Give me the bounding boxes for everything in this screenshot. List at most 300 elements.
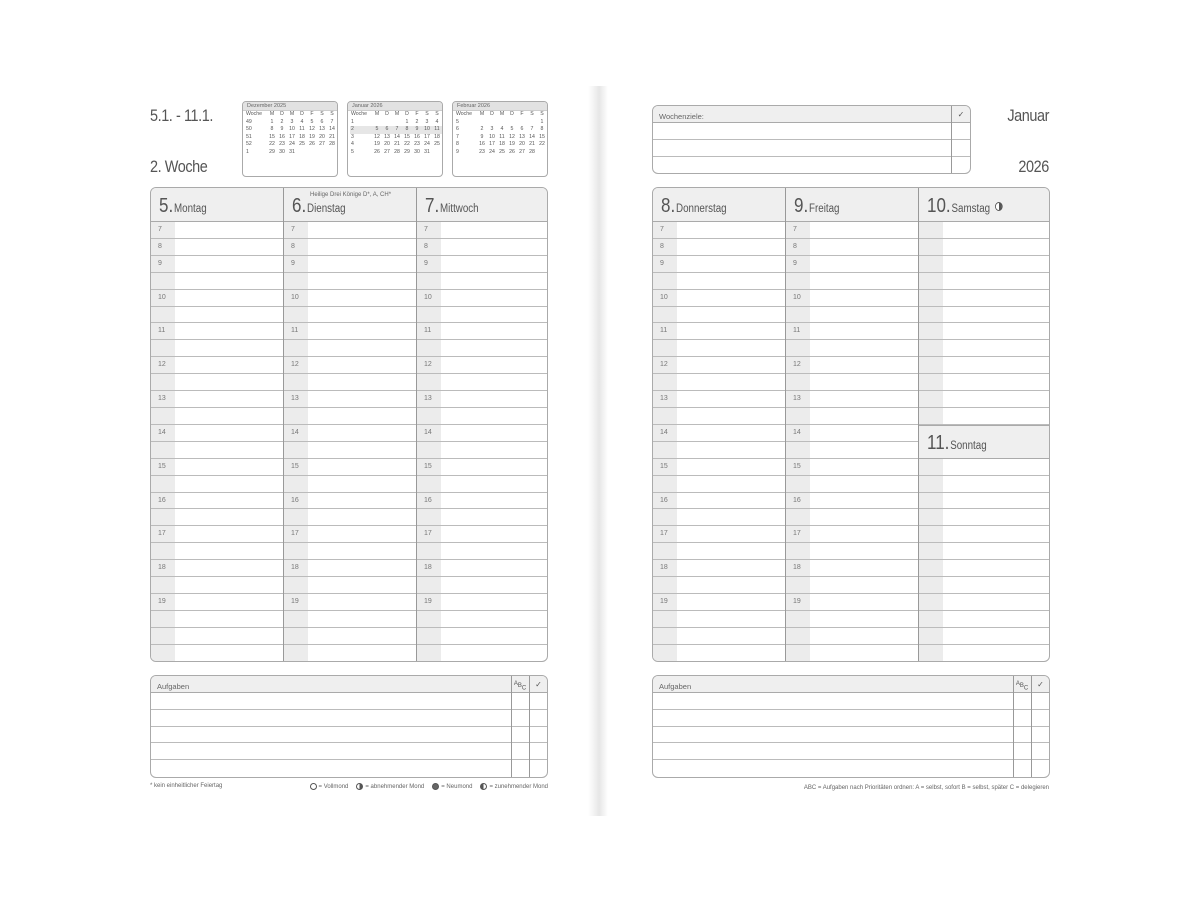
time-slot[interactable] [151, 357, 283, 374]
hour-label [151, 374, 175, 390]
time-slot[interactable] [417, 239, 548, 256]
day-title [425, 195, 479, 218]
day-cell: 29 [269, 148, 275, 155]
time-slot[interactable] [786, 357, 918, 374]
time-slot[interactable] [653, 273, 785, 290]
day-cell: 26 [374, 148, 380, 155]
time-slot[interactable] [284, 543, 416, 560]
time-slot[interactable] [786, 273, 918, 290]
entry-row[interactable] [653, 743, 1049, 760]
hour-label: 16 [786, 493, 810, 509]
day-header [151, 188, 283, 222]
week-number-cell: 9 [456, 148, 459, 155]
time-slot[interactable] [151, 239, 283, 256]
time-slot[interactable] [786, 611, 918, 628]
time-slot[interactable] [151, 493, 283, 510]
hour-label [653, 307, 677, 323]
time-slot[interactable] [786, 594, 918, 611]
time-slot[interactable] [151, 509, 283, 526]
day-cell: 11 [499, 133, 505, 140]
mini-calendar-header-cell: M [479, 111, 485, 117]
time-slot[interactable] [653, 391, 785, 408]
hour-label [653, 340, 677, 356]
time-slot[interactable] [417, 526, 548, 543]
hour-label [786, 509, 810, 525]
hour-label: 14 [284, 425, 308, 441]
time-slot[interactable] [919, 645, 1050, 662]
holiday-label: Heilige Drei Könige D*, A, CH* [310, 192, 392, 198]
new-moon-icon [432, 783, 439, 790]
day-cell: 18 [499, 141, 505, 148]
time-slot[interactable] [284, 459, 416, 476]
day-column [417, 188, 548, 661]
hour-label: 13 [417, 391, 441, 407]
day-cell: 28 [529, 148, 535, 155]
hour-label [151, 476, 175, 492]
time-slot[interactable] [786, 628, 918, 645]
time-slot[interactable] [919, 628, 1050, 645]
time-slot[interactable] [653, 645, 785, 662]
time-slot[interactable] [151, 273, 283, 290]
time-slot[interactable] [653, 256, 785, 273]
time-slot[interactable] [653, 374, 785, 391]
time-slot[interactable] [653, 476, 785, 493]
day-title [927, 432, 987, 455]
hour-label [919, 594, 943, 610]
time-slot[interactable] [786, 577, 918, 594]
time-slot[interactable] [284, 560, 416, 577]
day-header [284, 188, 416, 222]
time-slot[interactable] [919, 307, 1050, 324]
day-cell: 16 [279, 133, 285, 140]
time-slot[interactable] [151, 408, 283, 425]
time-slot[interactable] [284, 628, 416, 645]
time-slot[interactable] [786, 425, 918, 442]
hour-label [919, 628, 943, 644]
time-slot[interactable] [417, 374, 548, 391]
hour-label: 19 [417, 594, 441, 610]
day-cell: 2 [480, 126, 484, 133]
time-slot[interactable] [786, 239, 918, 256]
time-slot[interactable] [284, 273, 416, 290]
time-slot[interactable] [151, 442, 283, 459]
day-header [919, 188, 1050, 222]
time-slot[interactable] [284, 256, 416, 273]
date-range: 5.1. - 11.1. [150, 106, 213, 125]
time-slot[interactable] [151, 526, 283, 543]
day-cell: 24 [489, 148, 495, 155]
time-slot[interactable] [786, 222, 918, 239]
hour-label [919, 307, 943, 323]
day-cell: 28 [329, 141, 335, 148]
hour-label [417, 645, 441, 662]
time-slot[interactable] [417, 256, 548, 273]
time-slot[interactable] [151, 577, 283, 594]
mini-calendar-header-cell: D [405, 111, 409, 117]
hour-label: 15 [151, 459, 175, 475]
time-slot[interactable] [417, 645, 548, 662]
mini-calendar-header-cell: M [499, 111, 505, 117]
day-cell: 10 [289, 126, 295, 133]
day-cell: 16 [414, 133, 420, 140]
time-slot[interactable] [786, 476, 918, 493]
time-slot[interactable] [786, 340, 918, 357]
day-column [151, 188, 284, 661]
time-slot[interactable] [919, 256, 1050, 273]
hour-label: 15 [786, 459, 810, 475]
hour-label: 17 [284, 526, 308, 542]
time-slot[interactable] [151, 222, 283, 239]
hour-label: 18 [653, 560, 677, 576]
time-slot[interactable] [151, 628, 283, 645]
time-slot[interactable] [151, 323, 283, 340]
entry-row[interactable] [151, 693, 547, 710]
time-slot[interactable] [919, 323, 1050, 340]
time-slot[interactable] [417, 628, 548, 645]
day-cell [372, 119, 382, 127]
time-slot[interactable] [417, 273, 548, 290]
time-slot[interactable] [919, 509, 1050, 526]
day-number: 10. [927, 195, 951, 217]
hour-label [151, 408, 175, 424]
time-slot[interactable] [653, 239, 785, 256]
day-cell: 20 [384, 141, 390, 148]
mini-calendar-header-cell: F [415, 111, 419, 117]
time-slot[interactable] [653, 577, 785, 594]
entry-row[interactable] [151, 743, 547, 760]
time-slot[interactable] [786, 560, 918, 577]
day-cell: 1 [405, 118, 409, 125]
day-cell: 4 [500, 126, 504, 133]
time-slot[interactable] [786, 526, 918, 543]
day-cell: 26 [309, 141, 315, 148]
time-slot[interactable] [417, 476, 548, 493]
time-slot[interactable] [786, 256, 918, 273]
time-slot[interactable] [919, 476, 1050, 493]
hour-label: 12 [653, 357, 677, 373]
time-slot[interactable] [151, 611, 283, 628]
day-column [786, 188, 919, 661]
time-slot[interactable] [786, 543, 918, 560]
time-slot[interactable] [653, 493, 785, 510]
time-slot[interactable] [653, 307, 785, 324]
time-slot[interactable] [151, 594, 283, 611]
time-slot[interactable] [653, 408, 785, 425]
day-column [653, 188, 786, 661]
time-slot[interactable] [284, 323, 416, 340]
time-slot[interactable] [653, 340, 785, 357]
day-cell [327, 149, 337, 157]
time-slot[interactable] [653, 509, 785, 526]
mini-calendar-header-cell: S [540, 111, 544, 117]
time-slot[interactable] [653, 628, 785, 645]
hour-label [151, 509, 175, 525]
day-name: Sonntag [950, 439, 987, 452]
time-slot[interactable] [653, 594, 785, 611]
time-slot[interactable] [417, 290, 548, 307]
day-cell: 15 [269, 133, 275, 140]
week-number-cell: 5 [456, 118, 459, 125]
time-slot[interactable] [151, 476, 283, 493]
time-slot[interactable] [284, 340, 416, 357]
hour-label: 11 [284, 323, 308, 339]
time-slot[interactable] [786, 408, 918, 425]
time-slot[interactable] [919, 408, 1050, 425]
time-slot[interactable] [417, 509, 548, 526]
hour-label [786, 340, 810, 356]
hour-label [919, 645, 943, 662]
mini-calendar-header-cell: Woche [456, 111, 473, 117]
time-slot[interactable] [284, 442, 416, 459]
time-slot[interactable] [151, 307, 283, 324]
time-slot[interactable] [284, 290, 416, 307]
day-cell: 20 [519, 141, 525, 148]
time-slot[interactable] [151, 374, 283, 391]
hour-label: 10 [417, 290, 441, 306]
hour-label [653, 273, 677, 289]
entry-row[interactable] [151, 710, 547, 727]
day-cell: 13 [319, 126, 325, 133]
day-cell [537, 149, 547, 157]
time-slot[interactable] [653, 425, 785, 442]
time-slot[interactable] [417, 222, 548, 239]
time-slot[interactable] [653, 611, 785, 628]
entry-row[interactable] [151, 727, 547, 744]
time-slot[interactable] [919, 577, 1050, 594]
entry-row[interactable] [653, 727, 1049, 744]
time-slot[interactable] [284, 493, 416, 510]
time-slot[interactable] [417, 577, 548, 594]
time-slot[interactable] [417, 459, 548, 476]
time-slot[interactable] [919, 611, 1050, 628]
priority-abc-header: $^AB_C$ [513, 681, 527, 692]
time-slot[interactable] [417, 425, 548, 442]
week-number-cell: 3 [351, 133, 354, 140]
hour-label [284, 408, 308, 424]
time-slot[interactable] [151, 560, 283, 577]
day-cell [477, 119, 487, 127]
hour-label: 18 [284, 560, 308, 576]
hour-label: 13 [653, 391, 677, 407]
moon-legend-text: = zunehmender Mond [489, 784, 548, 791]
hour-label [417, 577, 441, 593]
time-slot[interactable] [417, 560, 548, 577]
time-slot[interactable] [919, 560, 1050, 577]
time-slot[interactable] [653, 459, 785, 476]
time-slot[interactable] [284, 239, 416, 256]
time-slot[interactable] [417, 323, 548, 340]
time-slot[interactable] [417, 442, 548, 459]
day-cell: 7 [530, 126, 534, 133]
hour-label: 7 [417, 222, 441, 238]
hour-label [417, 307, 441, 323]
tasks-label: Aufgaben [157, 682, 190, 691]
day-cell: 15 [404, 133, 410, 140]
waning-moon-icon [995, 202, 1003, 211]
time-slot[interactable] [919, 543, 1050, 560]
time-slot[interactable] [417, 391, 548, 408]
time-slot[interactable] [284, 307, 416, 324]
time-slot[interactable] [417, 307, 548, 324]
day-cell: 25 [299, 141, 305, 148]
week-number-cell: 51 [246, 133, 252, 140]
entry-row[interactable] [151, 760, 547, 777]
hour-label [417, 408, 441, 424]
time-slot[interactable] [653, 560, 785, 577]
time-slot[interactable] [417, 357, 548, 374]
time-slot[interactable] [151, 340, 283, 357]
entry-row[interactable] [653, 760, 1049, 777]
time-slot[interactable] [919, 273, 1050, 290]
time-slot[interactable] [417, 340, 548, 357]
time-slot[interactable] [786, 374, 918, 391]
day-cell: 23 [279, 141, 285, 148]
hour-label: 14 [653, 425, 677, 441]
hour-label [653, 577, 677, 593]
time-slot[interactable] [151, 290, 283, 307]
time-slot[interactable] [919, 391, 1050, 408]
time-slot[interactable] [284, 577, 416, 594]
mini-calendar [347, 101, 443, 177]
time-slot[interactable] [919, 374, 1050, 391]
day-cell: 28 [394, 148, 400, 155]
day-cell: 30 [414, 148, 420, 155]
time-slot[interactable] [919, 526, 1050, 543]
entry-row[interactable] [653, 693, 1049, 710]
time-slot[interactable] [653, 222, 785, 239]
entry-row[interactable] [653, 140, 970, 157]
day-cell: 2 [280, 118, 284, 125]
hour-label [653, 645, 677, 662]
tasks-label: Aufgaben [659, 682, 692, 691]
time-slot[interactable] [919, 459, 1050, 476]
time-slot[interactable] [919, 357, 1050, 374]
month-label: Januar [1007, 106, 1049, 125]
time-slot[interactable] [151, 425, 283, 442]
year-label: 2026 [1018, 157, 1049, 176]
time-slot[interactable] [417, 493, 548, 510]
week-number-cell: 52 [246, 141, 252, 148]
day-title [159, 195, 207, 218]
week-number-cell: 2 [350, 126, 372, 134]
day-cell: 31 [424, 148, 430, 155]
time-slot[interactable] [919, 290, 1050, 307]
time-slot[interactable] [653, 442, 785, 459]
time-slot[interactable] [284, 526, 416, 543]
day-number: 9. [794, 195, 809, 217]
day-number: 5. [159, 195, 174, 217]
time-slot[interactable] [786, 290, 918, 307]
entry-row[interactable] [653, 157, 970, 174]
hour-label [919, 290, 943, 306]
time-slot[interactable] [151, 256, 283, 273]
time-slot[interactable] [417, 611, 548, 628]
time-slot[interactable] [284, 611, 416, 628]
time-slot[interactable] [786, 442, 918, 459]
goals-label: Wochenziele: [659, 112, 704, 121]
time-slot[interactable] [786, 391, 918, 408]
time-slot[interactable] [284, 425, 416, 442]
time-slot[interactable] [786, 493, 918, 510]
time-slot[interactable] [284, 509, 416, 526]
time-slot[interactable] [919, 340, 1050, 357]
time-slot[interactable] [653, 357, 785, 374]
time-slot[interactable] [919, 493, 1050, 510]
hour-label [919, 256, 943, 272]
hour-label [919, 577, 943, 593]
time-slot[interactable] [284, 594, 416, 611]
time-slot[interactable] [786, 459, 918, 476]
day-number: 11. [927, 431, 950, 454]
day-cell: 3 [425, 118, 429, 125]
time-slot[interactable] [151, 543, 283, 560]
time-slot[interactable] [653, 323, 785, 340]
hour-label [786, 408, 810, 424]
time-slot[interactable] [919, 222, 1050, 239]
time-slot[interactable] [417, 543, 548, 560]
day-cell: 3 [290, 118, 294, 125]
time-slot[interactable] [786, 307, 918, 324]
time-slot[interactable] [151, 391, 283, 408]
time-slot[interactable] [284, 357, 416, 374]
time-slot[interactable] [919, 239, 1050, 256]
day-cell: 3 [490, 126, 494, 133]
mini-calendar-header-cell: S [330, 111, 334, 117]
time-slot[interactable] [284, 222, 416, 239]
time-slot[interactable] [151, 645, 283, 662]
week-number-cell: 8 [456, 141, 459, 148]
time-slot[interactable] [786, 509, 918, 526]
hour-label: 11 [786, 323, 810, 339]
time-slot[interactable] [653, 290, 785, 307]
day-name: Samstag [951, 203, 991, 215]
time-slot[interactable] [786, 645, 918, 662]
day-cell: 26 [509, 148, 515, 155]
day-name: Donnerstag [676, 203, 727, 215]
time-slot[interactable] [653, 526, 785, 543]
tasks-box-left [150, 675, 548, 778]
week-number-cell: 1 [246, 148, 249, 155]
hour-label [919, 357, 943, 373]
time-slot[interactable] [151, 459, 283, 476]
hour-label [284, 340, 308, 356]
time-slot[interactable] [417, 408, 548, 425]
hour-label: 9 [653, 256, 677, 272]
hour-label [417, 273, 441, 289]
day-cell [297, 149, 307, 157]
day-cell: 10 [422, 126, 432, 134]
time-slot[interactable] [284, 391, 416, 408]
time-slot[interactable] [417, 594, 548, 611]
day-cell: 19 [374, 141, 380, 148]
day-title [292, 195, 346, 218]
hour-label [919, 560, 943, 576]
time-slot[interactable] [919, 594, 1050, 611]
entry-row[interactable] [653, 123, 970, 140]
week-number-cell: 49 [246, 118, 252, 125]
time-slot[interactable] [786, 323, 918, 340]
entry-row[interactable] [653, 710, 1049, 727]
time-slot[interactable] [284, 374, 416, 391]
day-cell [317, 149, 327, 157]
time-slot[interactable] [284, 645, 416, 662]
time-slot[interactable] [653, 543, 785, 560]
moon-legend-text: = abnehmender Mond [365, 784, 425, 791]
time-slot[interactable] [284, 476, 416, 493]
time-slot[interactable] [284, 408, 416, 425]
week-number-cell: 6 [456, 126, 459, 133]
mini-calendar-title: Dezember 2025 [243, 102, 337, 111]
